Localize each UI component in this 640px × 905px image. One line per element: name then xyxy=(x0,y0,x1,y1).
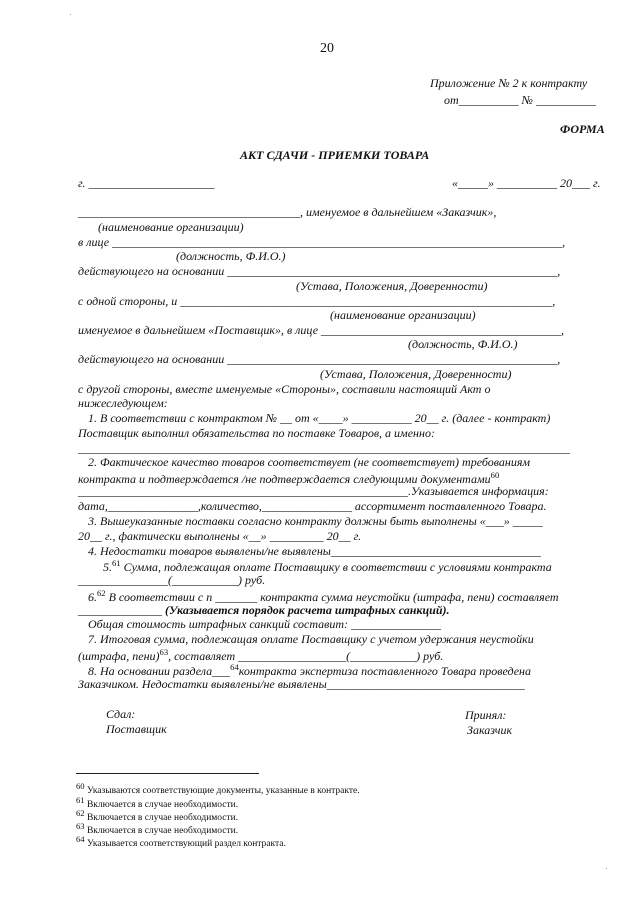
clause-2-line-3: _______________________________________________________.Указывается информация: xyxy=(78,484,549,498)
caption-charter: (Устава, Положения, Доверенности) xyxy=(296,279,488,293)
caption-position-name: (должность, Ф.И.О.) xyxy=(408,337,518,351)
caption-position-name: (должность, Ф.И.О.) xyxy=(176,249,286,263)
date-line: «_____» __________ 20___ г. xyxy=(452,176,601,190)
clause-8-line-2: Заказчиком. Недостатки выявлены/не выявлены_________________________________ xyxy=(78,677,525,691)
clause-7-line: 7. Итоговая сумма, подлежащая оплате Поставщику с учетом удержания неустойки xyxy=(88,632,534,646)
footnote-60: $^{60}$ Указываются соответствующие документы, указанные в контракте. xyxy=(76,781,360,797)
customer-representative-line: в лице ___________________________________________________________________________, xyxy=(78,235,566,249)
footnote-62: $^{62}$ Включается в случае необходимости. xyxy=(76,808,239,824)
clause-2-line-2: контракта и подтверждается /не подтверждается следующими документами$^{60}$ xyxy=(78,470,500,486)
clause-6-line: 6.62 В соответствии с п _______ контракта сумма неустойки (штрафа, пени) составляет xyxy=(88,588,559,604)
caption-org-name: (наименование организации) xyxy=(330,308,476,322)
appendix-reference: Приложение № 2 к контракту xyxy=(430,76,588,90)
footnote-64: $^{64}$ Указывается соответствующий раздел контракта. xyxy=(76,834,286,850)
clause-3-line: 3. Вышеуказанные поставки согласно контракту должны быть выполнены «___» _____ xyxy=(88,514,543,528)
supplier-representative-line: именуемое в дальнейшем «Поставщик», в лице ________________________________________, xyxy=(78,323,565,337)
footnote-separator xyxy=(76,773,259,774)
caption-org-name: (наименование организации) xyxy=(98,220,244,234)
page-number: 20 xyxy=(320,41,334,56)
signature-right-role: Заказчик xyxy=(467,723,513,737)
penalty-calculation-note: (Указывается порядок расчета штрафных санкций). xyxy=(165,603,450,617)
signature-left-role: Поставщик xyxy=(106,722,167,736)
contract-date-number-line: от__________ № __________ xyxy=(444,93,596,107)
clause-1-blank: __________________________________________________________________________________ xyxy=(78,441,570,455)
parties-line: с другой стороны, вместе именуемые «Стороны», составили настоящий Акт о xyxy=(78,382,491,396)
customer-basis-line: действующего на основании _______________________________________________________, xyxy=(78,264,561,278)
total-penalty-line: Общая стоимость штрафных санкций составит: _______________ xyxy=(88,617,442,631)
clause-2-line-4: дата,_______________,количество,_______________ ассортимент поставленного Товара. xyxy=(78,499,547,513)
clause-8-line: 8. На основании раздела___$^{64}$контракта экспертиза поставленного Товара проведена xyxy=(88,662,531,678)
form-label: ФОРМА xyxy=(560,122,605,136)
clause-5-line: 5.61 Сумма, подлежащая оплате Поставщику в соответствии с условиями контракта xyxy=(103,558,552,574)
signature-left-title: Сдал: xyxy=(106,707,136,721)
clause-4-line: 4. Недостатки товаров выявлены/не выявлены___________________________________ xyxy=(88,544,541,558)
clause-2-line: 2. Фактическое качество товаров соответствует (не соответствует) требованиям xyxy=(88,455,531,469)
supplier-basis-line: действующего на основании _______________________________________________________, xyxy=(78,352,561,366)
city-line: г. _____________________ xyxy=(78,176,215,190)
clause-1-line-2: Поставщик выполнил обязательства по поставке Товаров, а именно: xyxy=(78,426,435,440)
scan-speck xyxy=(606,868,607,869)
one-side-line: с одной стороны, и ______________________________________________________________, xyxy=(78,294,556,308)
clause-7-line-2: (штрафа, пени)$^{63}$, составляет __________________(___________) руб. xyxy=(78,647,444,663)
clause-3-line-2: 20__ г., фактически выполнены «__» _________ 20__ г. xyxy=(78,529,362,543)
scan-speck xyxy=(70,14,71,15)
footnote-61: $^{61}$ Включается в случае необходимости. xyxy=(76,795,239,811)
clause-6-line-2: ______________ (Указывается порядок расчета штрафных санкций). xyxy=(78,603,450,617)
caption-charter: (Устава, Положения, Доверенности) xyxy=(320,367,512,381)
parties-line-end: нижеследующем: xyxy=(78,396,168,410)
document-title: АКТ СДАЧИ - ПРИЕМКИ ТОВАРА xyxy=(240,148,430,162)
signature-right-title: Принял: xyxy=(465,708,507,722)
customer-line: _____________________________________, именуемое в дальнейшем «Заказчик», xyxy=(78,205,497,219)
clause-5-line-2: _______________(___________) руб. xyxy=(78,573,266,587)
footnote-63: $^{63}$ Включается в случае необходимости. xyxy=(76,821,239,837)
clause-1-line: 1. В соответствии с контрактом № __ от «____» __________ 20__ г. (далее - контракт) xyxy=(88,411,551,425)
